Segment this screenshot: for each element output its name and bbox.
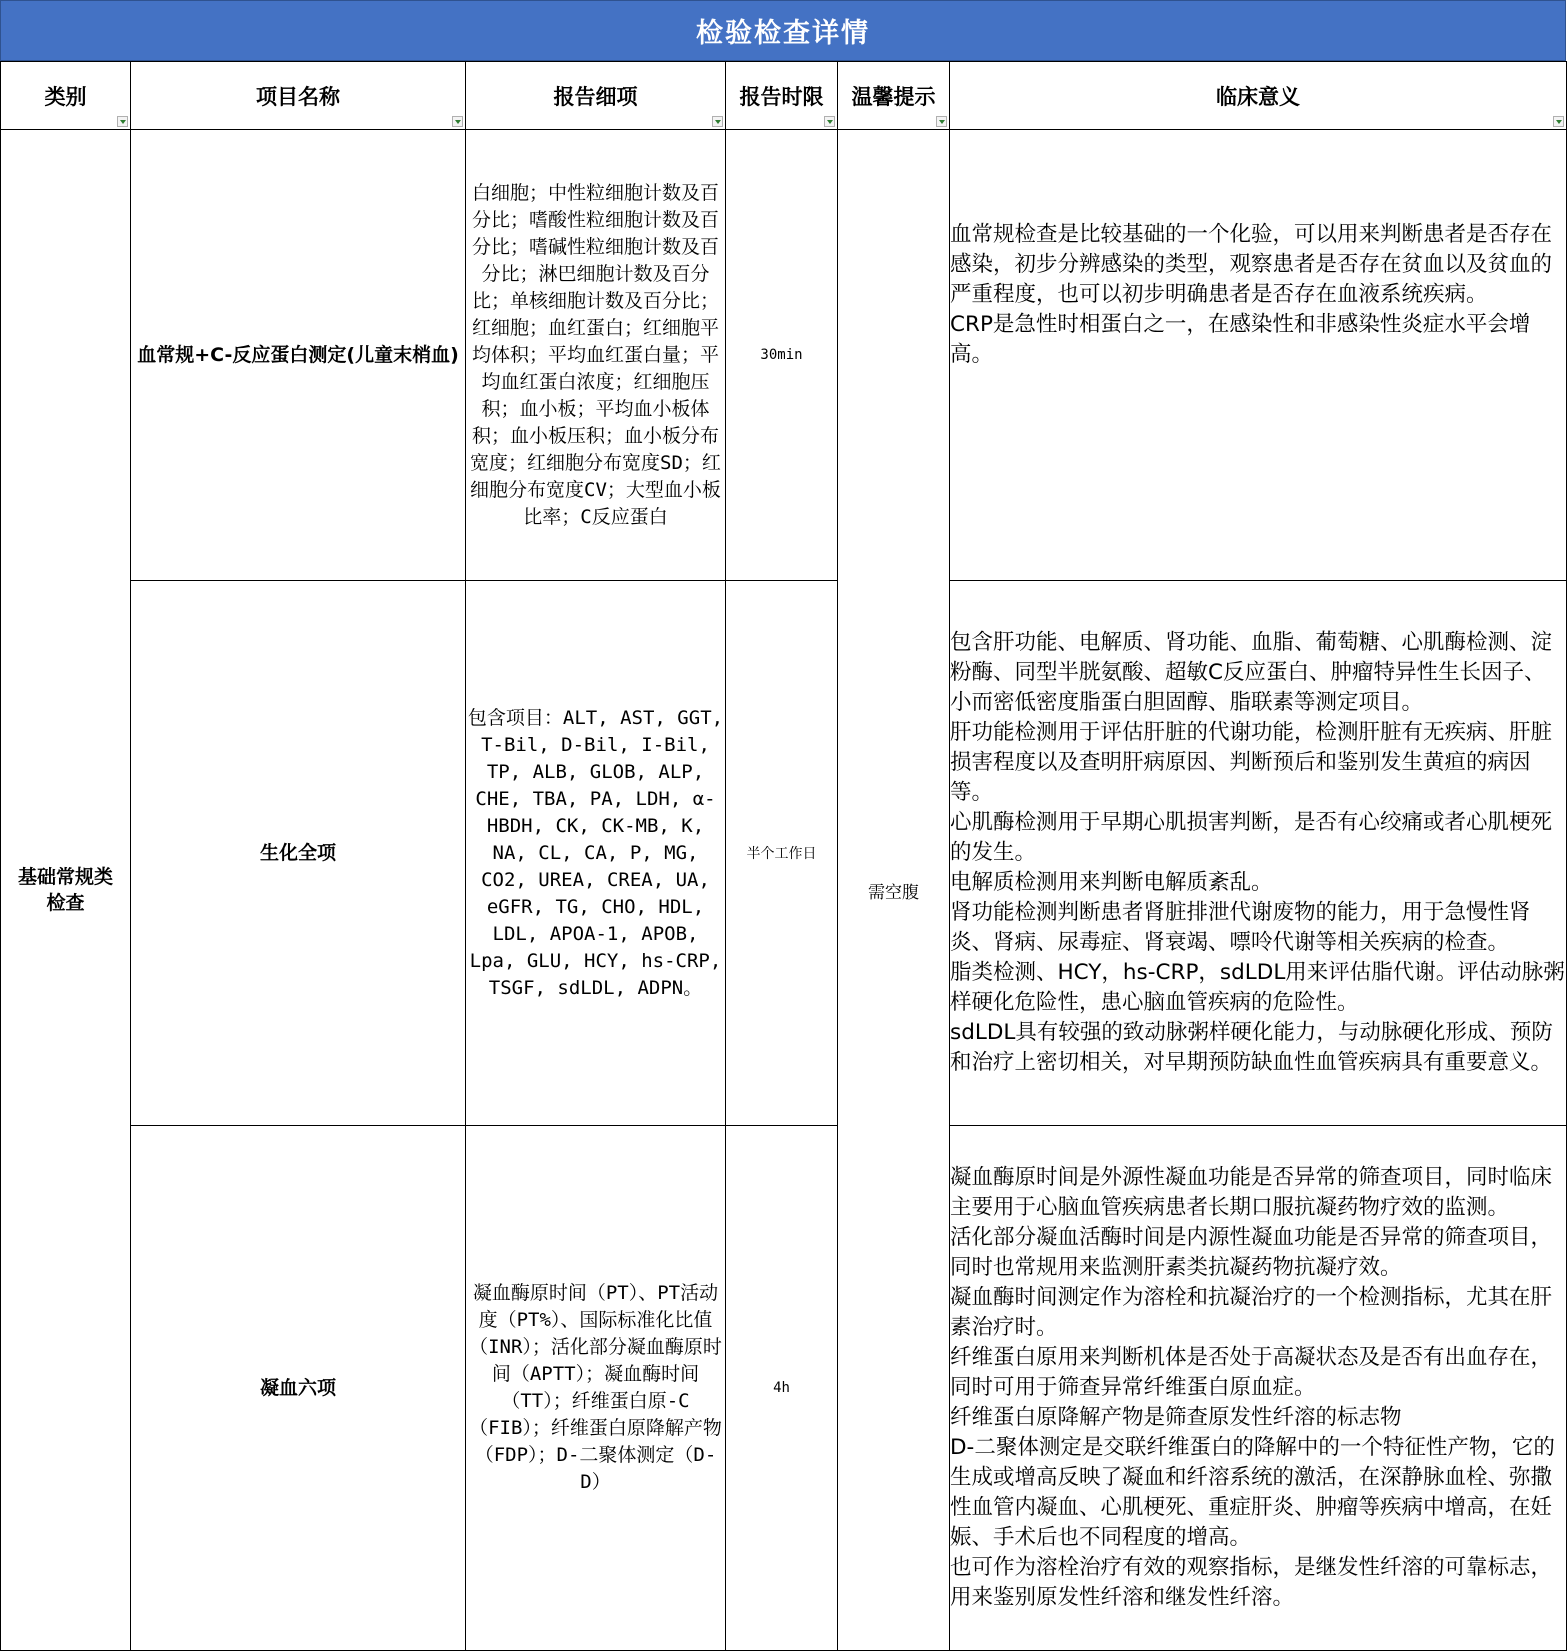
filter-dropdown-icon[interactable] [117,116,128,127]
filter-dropdown-icon[interactable] [936,116,947,127]
header-clinical-meaning: 临床意义 [950,62,1567,130]
category-cell: 基础常规类检查 [1,130,131,1651]
clinical-meaning-cell: 包含肝功能、电解质、肾功能、血脂、葡萄糖、心肌酶检测、淀粉酶、同型半胱氨酸、超敏C反应蛋白、肿瘤特异性生长因子、小而密低密度脂蛋白胆固醇、脂联素等测定项目。 肝功能检测用于评估肝脏的代谢功能，检测肝脏有无疾病、肝脏损害程度以及查明肝病原因、判断预后和鉴别发生黄疸的病因等。 心肌酶检测用于早期心肌损害判断，是否有心绞痛或者心肌梗死的发生。 电解质检测用来判断电解质紊乱。 肾功能检测判断患者肾脏排泄代谢废物的能力，用于急慢性肾炎、肾病、尿毒症、肾衰竭、嘌呤代谢等相关疾病的检查。 脂类检测、HCY，hs-CRP，sdLDL用来评估脂代谢。评估动脉粥样硬化危险性，患心脑血管疾病的危险性。 sdLDL具有较强的致动脉粥样硬化能力，与动脉硬化形成、预防和治疗上密切相关，对早期预防缺血性血管疾病具有重要意义。 [950,581,1567,1126]
clinical-meaning-cell: 血常规检查是比较基础的一个化验，可以用来判断患者是否存在感染，初步分辨感染的类型，观察患者是否存在贫血以及贫血的严重程度，也可以初步明确患者是否存在血液系统疾病。 CRP是急性时相蛋白之一，在感染性和非感染性炎症水平会增高。 [950,130,1567,581]
tip-cell: 需空腹 [838,130,950,1651]
report-detail-cell: 白细胞；中性粒细胞计数及百分比；嗜酸性粒细胞计数及百分比；嗜碱性粒细胞计数及百分比；淋巴细胞计数及百分比；单核细胞计数及百分比；红细胞；血红蛋白；红细胞平均体积；平均血红蛋白量；平均血红蛋白浓度；红细胞压积；血小板；平均血小板体积；血小板压积；血小板分布宽度；红细胞分布宽度SD；红细胞分布宽度CV；大型血小板比率；C反应蛋白 [466,130,726,581]
header-item-name: 项目名称 [131,62,466,130]
report-time-cell: 30min [726,130,838,581]
table-row [1,1126,1567,1651]
filter-dropdown-icon[interactable] [452,116,463,127]
filter-dropdown-icon[interactable] [712,116,723,127]
clinical-meaning-cell: 凝血酶原时间是外源性凝血功能是否异常的筛查项目，同时临床主要用于心脑血管疾病患者长期口服抗凝药物疗效的监测。 活化部分凝血活酶时间是内源性凝血功能是否异常的筛查项目，同时也常规用来监测肝素类抗凝药物抗凝疗效。 凝血酶时间测定作为溶栓和抗凝治疗的一个检测指标，尤其在肝素治疗时。 纤维蛋白原用来判断机体是否处于高凝状态及是否有出血存在，同时可用于筛查异常纤维蛋白原血症。 纤维蛋白原降解产物是筛查原发性纤溶的标志物 D-二聚体测定是交联纤维蛋白的降解中的一个特征性产物，它的生成或增高反映了凝血和纤溶系统的激活，在深静脉血栓、弥撒性血管内凝血、心肌梗死、重症肝炎、肿瘤等疾病中增高，在妊娠、手术后也不同程度的增高。 也可作为溶栓治疗有效的观察指标，是继发性纤溶的可靠标志，用来鉴别原发性纤溶和继发性纤溶。 [950,1126,1567,1651]
report-detail-cell: 凝血酶原时间（PT）、PT活动度（PT%）、国际标准化比值（INR）；活化部分凝血酶原时间（APTT）；凝血酶时间（TT）；纤维蛋白原-C（FIB）；纤维蛋白原降解产物（FDP）；D-二聚体测定（D-D） [466,1126,726,1651]
page-title: 检验检查详情 [0,0,1566,61]
header-row [1,62,1567,130]
exam-table [0,61,1567,1651]
item-name-cell: 生化全项 [131,581,466,1126]
table-row [1,130,1567,581]
report-time-cell: 4h [726,1126,838,1651]
report-detail-cell: 包含项目：ALT, AST, GGT, T-Bil, D-Bil, I-Bil, TP, ALB, GLOB, ALP, CHE, TBA, PA, LDH, α-HBDH, CK, CK-MB, K, NA, CL, CA, P, MG, CO2, UREA, CREA, UA, eGFR, TG, CHO, HDL, LDL, APOA-1, APOB, Lpa, GLU, HCY, hs-CRP, TSGF, sdLDL, ADPN。 [466,581,726,1126]
table-row [1,581,1567,1126]
filter-dropdown-icon[interactable] [1553,116,1564,127]
header-tip: 温馨提示 [838,62,950,130]
filter-dropdown-icon[interactable] [824,116,835,127]
report-time-cell: 半个工作日 [726,581,838,1126]
header-category: 类别 [1,62,131,130]
item-name-cell: 凝血六项 [131,1126,466,1651]
header-report-detail: 报告细项 [466,62,726,130]
item-name-cell: 血常规+C-反应蛋白测定(儿童末梢血) [131,130,466,581]
header-report-time: 报告时限 [726,62,838,130]
